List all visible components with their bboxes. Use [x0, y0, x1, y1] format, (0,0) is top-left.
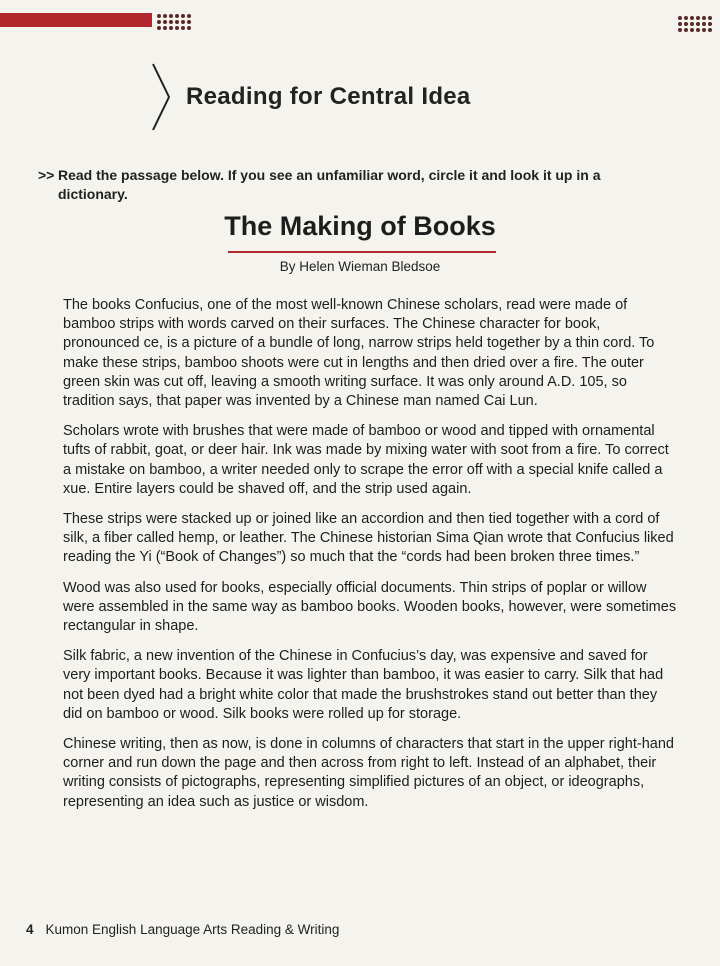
passage-paragraph: Silk fabric, a new invention of the Chinese in Confucius’s day, was expensive and saved for very important books. Because it was lighter than bamboo, it was easier to carry. Silk that had not been dyed had a bright white color that made the brushstrokes stand out better than they did on bamboo or wood. Silk books were rolled up for storage.	[63, 648, 664, 722]
page-number: 4	[26, 922, 34, 937]
instruction-text: Read the passage below. If you see an unfamiliar word, circle it and look it up in a dictionary.	[58, 167, 601, 202]
passage	[63, 296, 679, 823]
passage-paragraph: Wood was also used for books, especially official documents. Thin strips of poplar or willow were assembled in the same way as bamboo books. Wooden books, however, were sometimes rectangular in shape.	[63, 579, 677, 635]
passage-paragraph: These strips were stacked up or joined like an accordion and then tied together with a cord of silk, a fiber called hemp, or leather. The Chinese historian Sima Qian wrote that Confucius liked reading the Yi (“Book of Changes”) so much that the “cords had been broken three times.”	[63, 511, 674, 566]
story-byline: By Helen Wieman Bledsoe	[279, 259, 441, 274]
instruction	[38, 166, 658, 204]
section-title: Reading for Central Idea	[186, 83, 471, 110]
page-footer	[26, 922, 339, 937]
header-dot-pattern-right	[678, 16, 712, 32]
header-dot-pattern-left	[157, 14, 191, 30]
passage-paragraph: The books Confucius, one of the most well-known Chinese scholars, read were made of bamboo strips with words carved on their surfaces. The Chinese character for book, pronounced ce, is a picture of a bundle of long, narrow strips held together by a thin cord. To make these strips, bamboo shoots were cut in lengths and then dried over a fire. The outer green skin was cut off, leaving a smooth writing surface. It was only around A.D. 105, so tradition says, that paper was invented by a Chinese man named Cai Lun.	[63, 297, 655, 410]
instruction-marker: >>	[38, 167, 55, 183]
chevron-right-icon	[150, 62, 172, 132]
title-underline	[228, 251, 496, 253]
passage-paragraph: Chinese writing, then as now, is done in columns of characters that start in the upper right-hand corner and run down the page and then across from right to left. Instead of an alphabet, their writing consists of pictographs, representing simplified pictures of an object, or ideographs, representing an idea such as justice or wisdom.	[63, 736, 674, 810]
story-title: The Making of Books	[224, 211, 496, 241]
header-accent-bar	[0, 13, 152, 27]
book-title: Kumon English Language Arts Reading & Writing	[45, 922, 340, 937]
passage-paragraph: Scholars wrote with brushes that were made of bamboo or wood and tipped with ornamental tufts of rabbit, goat, or deer hair. Ink was made by mixing water with soot from a fire. To correct a mistake on bamboo, a writer needed only to scrape the error off with a special knife called a xue. Entire layers could be shaved off, and the strip used again.	[63, 423, 669, 497]
